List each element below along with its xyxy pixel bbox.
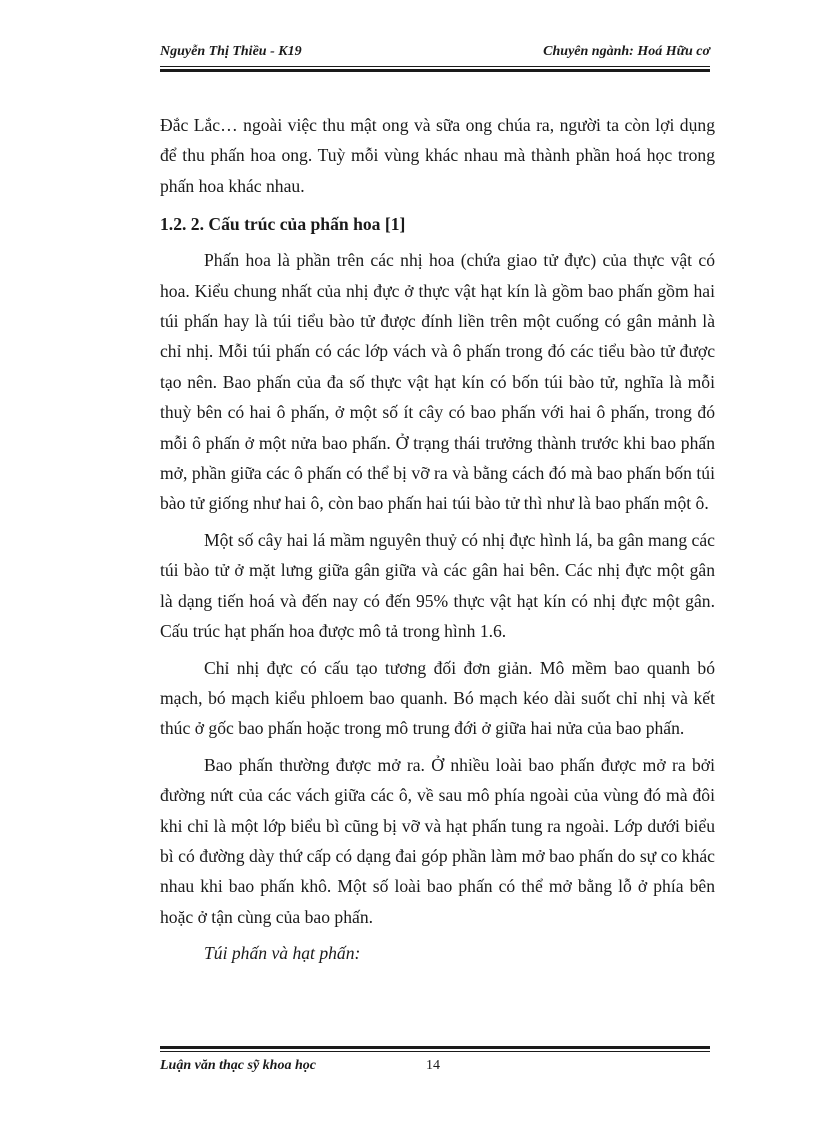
body-paragraph: Một số cây hai lá mầm nguyên thuỷ có nhị đực hình lá, ba gân mang các túi bào tử ở mặt lưng giữa gân giữa và các gân hai bên. Các nhị đực một gân là dạng tiến hoá và đến nay có đến 95% thực vật hạt kín có nhị đực một gân. Cấu trúc hạt phấn hoa được mô tả trong hình 1.6. [160,529,715,642]
header-rule-thick [160,69,710,72]
header-major: Chuyên ngành: Hoá Hữu cơ [543,44,710,59]
page-body [160,110,715,969]
body-paragraph: Chỉ nhị đực có cấu tạo tương đối đơn giản. Mô mềm bao quanh bó mạch, bó mạch kiểu phloem bao quanh. Bó mạch kéo dài suốt chỉ nhị và kết thúc ở gốc bao phấn hoặc trong mô trung đới ở giữa hai nửa của bao phấn. [160,657,715,739]
header-rule-thin [160,66,710,67]
footer-rule-thin [160,1051,710,1052]
footer-rule-thick [160,1046,710,1049]
section-heading: 1.2. 2. Cấu trúc của phấn hoa [1] [160,214,406,235]
footer-thesis-label: Luận văn thạc sỹ khoa học [160,1058,316,1073]
page-number: 14 [426,1058,440,1073]
intro-paragraph: Đắc Lắc… ngoài việc thu mật ong và sữa ong chúa ra, người ta còn lợi dụng để thu phấn hoa ong. Tuỳ mỗi vùng khác nhau mà thành phần hoá học trong phấn hoa khác nhau. [160,115,715,196]
body-paragraph: Phấn hoa là phần trên các nhị hoa (chứa giao tử đực) của thực vật có hoa. Kiểu chung nhất của nhị đực ở thực vật hạt kín là gồm bao phấn gồm hai túi phấn hay là túi tiểu bào tử được đính liền trên một cuống có gân mảnh là chỉ nhị. Mỗi túi phấn có các lớp vách và ô phấn trong đó các tiểu bào tử được tạo nên. Bao phấn của đa số thực vật hạt kín có bốn túi bào tử, nghĩa là mỗi thuỳ bên có hai ô phấn, ở một số ít cây có bao phấn với hai ô phấn, trong đó mỗi ô phấn ở một nửa bao phấn. Ở trạng thái trưởng thành trước khi bao phấn mở, phần giữa các ô phấn có thể bị vỡ ra và bằng cách đó mà bao phấn bốn túi bào tử giống như hai ô, còn bao phấn hai túi bào tử thì như là bao phấn một ô. [160,250,715,514]
italic-subheading: Túi phấn và hạt phấn: [204,943,361,964]
header-author: Nguyễn Thị Thiều - K19 [160,44,302,59]
body-paragraph: Bao phấn thường được mở ra. Ở nhiều loài bao phấn được mở ra bởi đường nứt của các vách giữa các ô, về sau mô phía ngoài của vùng đó mà đôi khi chỉ là một lớp biểu bì cũng bị vỡ và hạt phấn tung ra ngoài. Lớp dưới biểu bì có đường dày thứ cấp có dạng đai góp phần làm mở bao phấn do sự co khác nhau khi bao phấn khô. Một số loài bao phấn có thể mở bằng lỗ ở phía bên hoặc ở tận cùng của bao phấn. [160,754,715,927]
page-footer [160,1058,710,1082]
